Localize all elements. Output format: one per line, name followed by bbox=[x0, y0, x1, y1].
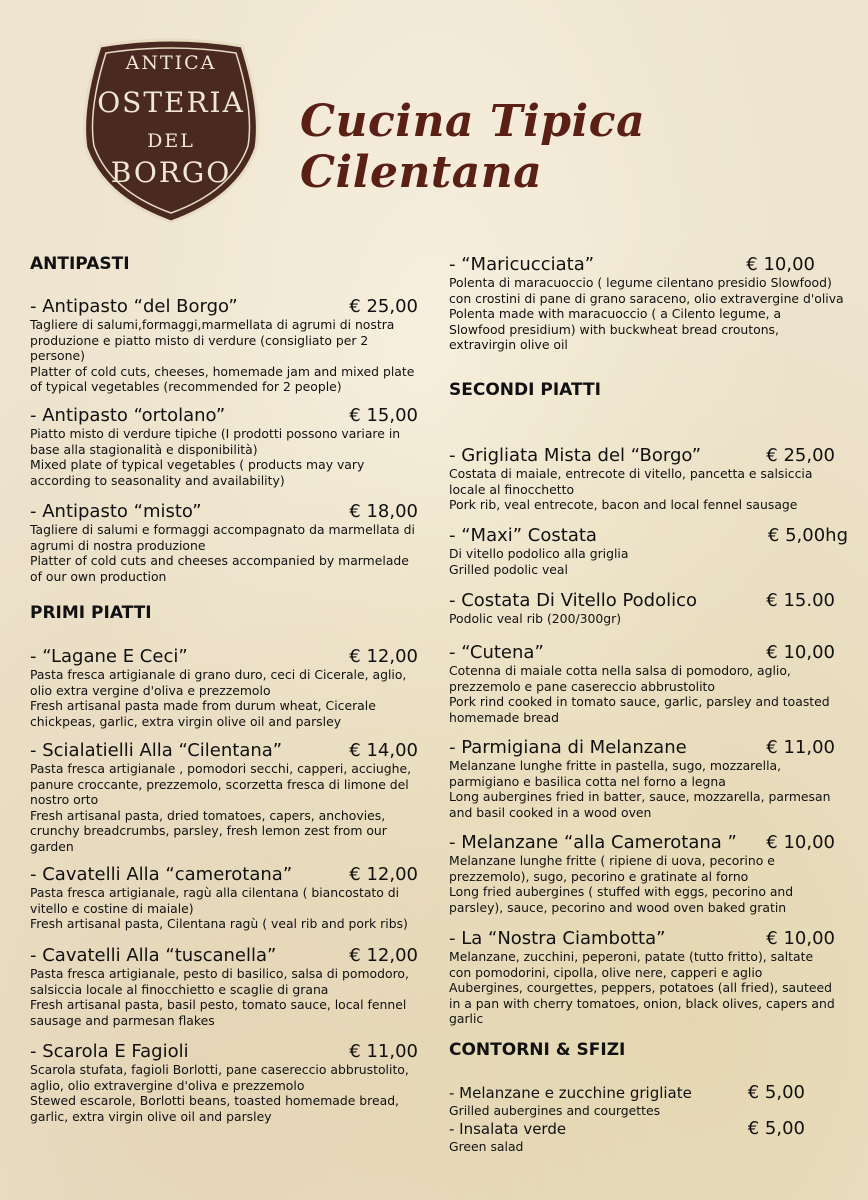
item-price: € 12,00 bbox=[349, 945, 418, 966]
tagline: Cucina Tipica Cilentana bbox=[300, 96, 646, 198]
item-price: € 18,00 bbox=[349, 501, 418, 522]
item-name: - Antipasto “misto” bbox=[30, 501, 202, 522]
item-name: - Parmigiana di Melanzane bbox=[449, 737, 687, 758]
section-title-secondi: SECONDI PIATTI bbox=[449, 380, 601, 400]
item-name: - Costata Di Vitello Podolico bbox=[449, 590, 698, 611]
item-description: Pasta fresca artigianale, pesto di basilico, salsa di pomodoro, salsiccia locale al finocchietto e scaglie di grana Fresh artisanal pasta, basil pesto, tomato sauce, local fennel sausage and parmesan flakes bbox=[30, 966, 409, 1028]
item-description: Scarola stufata, fagioli Borlotti, pane casereccio abbrustolito, aglio, olio extravergine d'oliva e prezzemolo Stewed escarole, Borlotti beans, toasted homemade bread, garlic, extra virgin olive oil and parsley bbox=[30, 1062, 409, 1124]
menu-item bbox=[449, 254, 846, 353]
logo-text-borgo: BORGO bbox=[110, 156, 232, 189]
item-name: - Cavatelli Alla “camerotana” bbox=[30, 864, 293, 885]
item-name: - Scialatielli Alla “Cilentana” bbox=[30, 740, 283, 761]
item-price: € 14,00 bbox=[349, 740, 418, 761]
item-description: Tagliere di salumi e formaggi accompagnato da marmellata di agrumi di nostra produzione Platter of cold cuts and cheeses accompanied by marmelade of our own production bbox=[30, 522, 415, 584]
menu-item bbox=[30, 864, 418, 932]
item-description: Podolic veal rib (200/300gr) bbox=[449, 611, 622, 626]
item-description: Di vitello podolico alla griglia Grilled podolic veal bbox=[449, 546, 629, 577]
item-price: € 12,00 bbox=[349, 646, 418, 667]
item-name: - Insalata verde bbox=[449, 1120, 567, 1138]
menu-item bbox=[30, 1041, 418, 1124]
item-price: € 10,00 bbox=[766, 928, 835, 949]
item-price: € 12,00 bbox=[349, 864, 418, 885]
item-description: Tagliere di salumi,formaggi,marmellata di agrumi di nostra produzione e piatto misto di verdure (consigliato per 2 persone) Platter of cold cuts, cheeses, homemade jam and mixed plate of typical vegetables (recommended for 2 people) bbox=[30, 317, 415, 395]
item-description: Melanzane lunghe fritte ( ripiene di uova, pecorino e prezzemolo), sugo, pecorino e gratinate al forno Long fried aubergines ( stuffed with eggs, pecorino and parsley), sauce, pecorino and wood oven baked gratin bbox=[449, 853, 794, 915]
item-price: € 15,00 bbox=[349, 405, 418, 426]
item-description: Pasta fresca artigianale , pomodori secchi, capperi, acciughe, panure croccante, prezzemolo, scorzetta fresca di limone del nostro orto Fresh artisanal pasta, dried tomatoes, capers, anchovies, crunchy breadcrumbs, parsley, fresh lemon zest from our garden bbox=[30, 761, 412, 854]
item-description: Pasta fresca artigianale, ragù alla cilentana ( biancostato di vitello e costine di maiale) Fresh artisanal pasta, Cilentana ragù ( veal rib and pork ribs) bbox=[30, 885, 408, 932]
item-name: - Antipasto “del Borgo” bbox=[30, 296, 238, 317]
logo-text-antica: ANTICA bbox=[125, 52, 217, 74]
item-description: Cotenna di maiale cotta nella salsa di pomodoro, aglio, prezzemolo e pane casereccio abbrustolito Pork rind cooked in tomato sauce, garlic, parsley and toasted homemade bread bbox=[449, 663, 830, 725]
menu-item bbox=[449, 1082, 805, 1119]
menu-item bbox=[30, 296, 418, 395]
restaurant-logo bbox=[78, 38, 264, 224]
menu-item bbox=[30, 646, 418, 729]
item-description: Costata di maiale, entrecote di vitello, pancetta e salsiccia locale al finocchetto Pork rib, veal entrecote, bacon and local fennel sausage bbox=[449, 466, 813, 513]
item-name: - Melanzane e zucchine grigliate bbox=[449, 1084, 692, 1102]
item-price: € 25,00 bbox=[349, 296, 418, 317]
item-price: € 5,00 bbox=[747, 1118, 805, 1139]
item-description: Melanzane lunghe fritte in pastella, sugo, mozzarella, parmigiano e basilica cotta nel forno a legna Long aubergines fried in batter, sauce, mozzarella, parmesan and basil cooked in a wood oven bbox=[449, 758, 831, 820]
logo-text-osteria: OSTERIA bbox=[97, 86, 245, 119]
item-description: Grilled aubergines and courgettes bbox=[449, 1103, 661, 1118]
menu-item bbox=[449, 590, 835, 627]
menu-item bbox=[30, 740, 418, 855]
item-name: - “Lagane E Ceci” bbox=[30, 646, 188, 667]
item-price: € 11,00 bbox=[349, 1041, 418, 1062]
menu-item bbox=[30, 405, 418, 488]
menu-item bbox=[449, 928, 848, 1027]
menu-item bbox=[449, 445, 835, 513]
item-price: € 5,00hg bbox=[767, 525, 848, 546]
item-name: - Antipasto “ortolano” bbox=[30, 405, 226, 426]
item-price: € 11,00 bbox=[766, 737, 835, 758]
menu-item bbox=[30, 501, 418, 584]
item-name: - Scarola E Fagioli bbox=[30, 1041, 189, 1062]
item-description: Piatto misto di verdure tipiche (I prodotti possono variare in base alla stagionalità e disponibilità) Mixed plate of typical vegetables ( products may vary according to seasonality and availability) bbox=[30, 426, 401, 488]
item-description: Polenta di maracuoccio ( legume cilentano presidio Slowfood) con crostini di pane di grano saraceno, olio extravergine d'oliva Polenta made with maracuoccio ( a Cilento legume, a Slowfood presidium) with buckwheat bread croutons, extravirgin olive oil bbox=[449, 275, 844, 353]
menu-item bbox=[449, 1118, 805, 1155]
menu-item bbox=[449, 525, 848, 577]
item-price: € 15.00 bbox=[766, 590, 835, 611]
item-description: Pasta fresca artigianale di grano duro, ceci di Cicerale, aglio, olio extra vergine d'oliva e prezzemolo Fresh artisanal pasta made from durum wheat, Cicerale chickpeas, garlic, extra virgin olive oil and parsley bbox=[30, 667, 407, 729]
section-title-primi: PRIMI PIATTI bbox=[30, 603, 152, 623]
item-name: - “Maricucciata” bbox=[449, 254, 595, 275]
item-price: € 10,00 bbox=[746, 254, 815, 275]
item-name: - Cavatelli Alla “tuscanella” bbox=[30, 945, 277, 966]
item-description: Melanzane, zucchini, peperoni, patate (tutto fritto), saltate con pomodorini, cipolla, olive nere, capperi e aglio Aubergines, courgettes, peppers, potatoes (all fried), sauteed in a pan with cherry tomatoes, onion, black olives, capers and garlic bbox=[449, 949, 835, 1027]
menu-item bbox=[449, 642, 841, 725]
item-name: - “Cutena” bbox=[449, 642, 544, 663]
item-description: Green salad bbox=[449, 1139, 524, 1154]
item-name: - La “Nostra Ciambotta” bbox=[449, 928, 666, 949]
menu-item bbox=[30, 945, 418, 1028]
item-name: - “Maxi” Costata bbox=[449, 525, 597, 546]
item-price: € 5,00 bbox=[747, 1082, 805, 1103]
item-price: € 25,00 bbox=[766, 445, 835, 466]
menu-item bbox=[449, 832, 841, 915]
item-name: - Melanzane “alla Camerotana ” bbox=[449, 832, 737, 853]
logo-text-del: DEL bbox=[147, 130, 195, 152]
section-title-antipasti: ANTIPASTI bbox=[30, 254, 130, 274]
section-title-contorni: CONTORNI & SFIZI bbox=[449, 1040, 626, 1060]
item-name: - Grigliata Mista del “Borgo” bbox=[449, 445, 702, 466]
menu-item bbox=[449, 737, 841, 820]
item-price: € 10,00 bbox=[766, 642, 835, 663]
item-price: € 10,00 bbox=[766, 832, 835, 853]
